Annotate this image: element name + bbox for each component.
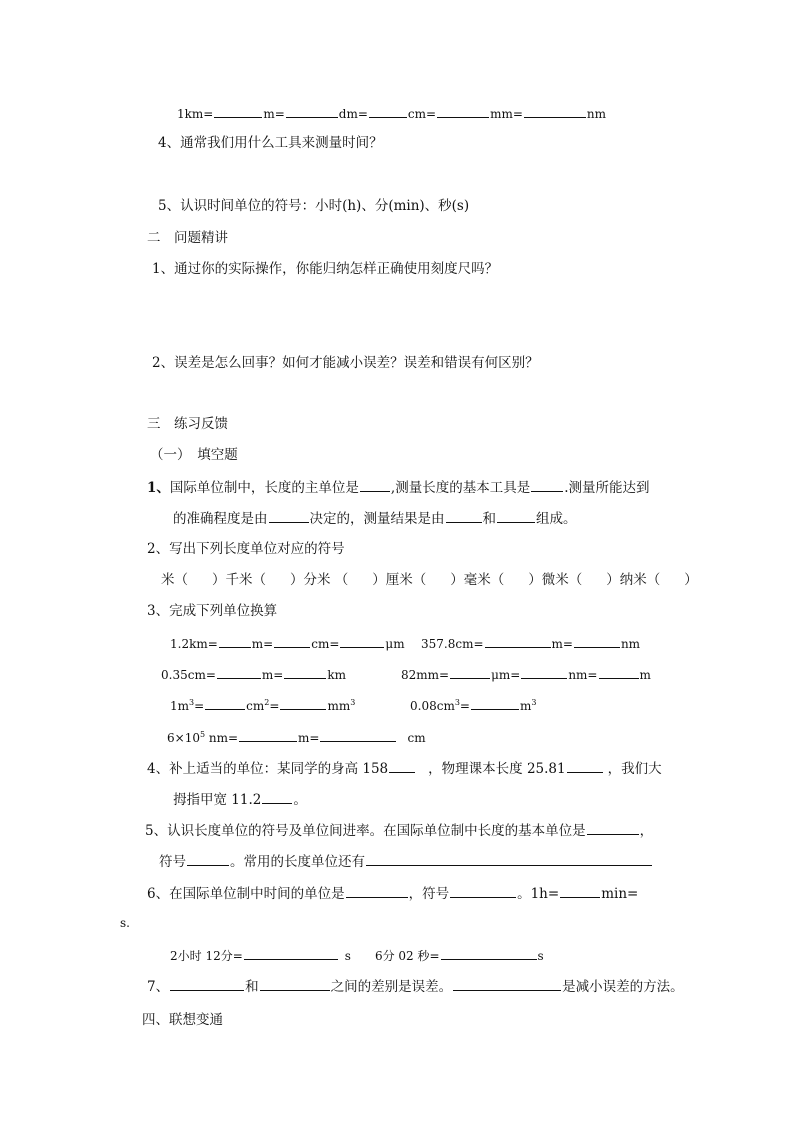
subsection-heading-fill-blank: （一） 填空题 [150, 447, 238, 463]
answer-blank[interactable] [284, 665, 326, 679]
answer-blank[interactable] [214, 104, 262, 118]
exercise-7-text: 是减小误差的方法。 [562, 979, 684, 995]
answer-blank[interactable] [346, 884, 408, 898]
answer-blank[interactable] [205, 696, 245, 710]
exercise-2-units-row [161, 571, 698, 589]
answer-blank[interactable] [599, 665, 639, 679]
answer-blank[interactable] [244, 946, 338, 960]
unit-slot: 米（ [161, 572, 188, 588]
conversion-text: m= [551, 637, 573, 651]
exercise-5-text: ， [639, 823, 654, 839]
answer-blank[interactable] [170, 977, 244, 991]
exponent: 3 [531, 698, 537, 707]
exercise-6-text: 。1h= [517, 886, 560, 902]
exponent: 3 [454, 698, 460, 707]
conv-label-m: m= [263, 107, 285, 121]
answer-blank[interactable] [187, 852, 229, 866]
unit-slot: ）千米（ [212, 572, 266, 588]
answer-blank[interactable] [446, 509, 482, 523]
exercise-5-text: 。常用的长度单位还有 [230, 854, 365, 870]
unit-slot: ） [684, 572, 698, 588]
conv-label-cm: cm= [407, 107, 437, 121]
answer-blank[interactable] [366, 852, 652, 866]
conversion-text: m [639, 668, 651, 682]
conv-label-km: 1km= [177, 107, 214, 121]
section-heading-extension: 四、联想变通 [142, 1012, 223, 1028]
exercise-1-text: 决定的，测量结果是由 [309, 511, 445, 527]
exercise-7-text: 和 [245, 979, 259, 995]
conversion-text: m= [261, 668, 284, 682]
exercise-6-line-2 [170, 946, 544, 965]
answer-blank[interactable] [280, 696, 326, 710]
exercise-6-wrap: s. [120, 916, 130, 930]
exercise-5-text: 符号 [159, 854, 186, 870]
conversion-text: = [194, 699, 205, 713]
exponent: 3 [350, 698, 356, 707]
conv-label-dm: dm= [338, 107, 368, 121]
conversion-text: cm [407, 731, 426, 745]
conversion-text: m [519, 699, 532, 713]
conversion-357-8cm [421, 634, 640, 653]
exercise-6-text: 6分 02 秒= [374, 949, 440, 963]
exercise-4-text: 4、补上适当的单位：某同学的身高 158 [147, 761, 389, 777]
discussion-question-1: 1、通过你的实际操作，你能归纳怎样正确使用刻度尺吗？ [152, 261, 499, 277]
conversion-text: m= [251, 637, 274, 651]
unit-slot: ）分米 （ [290, 572, 349, 588]
exercise-7-text: 之间的差别是误差。 [330, 979, 453, 995]
section-heading-discussion: 二 问题精讲 [147, 230, 228, 246]
answer-blank[interactable] [369, 104, 407, 118]
answer-blank[interactable] [274, 634, 310, 648]
conv-label-mm: mm= [490, 107, 523, 121]
exercise-3-prompt: 3、完成下列单位换算 [147, 603, 278, 619]
discussion-question-2: 2、误差是怎么回事？如何才能减小误差？误差和错误有何区别？ [152, 355, 539, 371]
answer-blank[interactable] [521, 665, 567, 679]
conversion-text: = [269, 699, 280, 713]
exercise-4-line-2 [173, 790, 307, 809]
answer-blank[interactable] [239, 728, 297, 742]
unit-slot: ）纳米（ [606, 572, 661, 588]
answer-blank[interactable] [485, 634, 551, 648]
conversion-0-08cm [410, 696, 536, 715]
answer-blank[interactable] [567, 759, 603, 773]
exponent: 3 [189, 698, 195, 707]
conversion-1-2km [170, 634, 405, 653]
unit-slot: ）毫米（ [450, 572, 505, 588]
answer-blank[interactable] [320, 728, 396, 742]
answer-blank[interactable] [340, 634, 384, 648]
answer-blank[interactable] [219, 634, 251, 648]
exercise-6-text: s [344, 949, 351, 963]
conversion-text: mm [327, 699, 351, 713]
exercise-5-text: 5、认识长度单位的符号及单位间进率。在国际单位制中长度的基本单位是 [145, 823, 586, 839]
answer-blank[interactable] [453, 977, 561, 991]
conversion-0-35cm [161, 665, 346, 684]
exercise-7-number: 7、 [147, 979, 170, 995]
conversion-text: μm= [491, 668, 521, 682]
answer-blank[interactable] [587, 821, 639, 835]
conversion-text: m= [298, 731, 320, 745]
conversion-text: 1m [170, 699, 190, 713]
exercise-5-line-1 [145, 821, 653, 840]
exercise-6-line-1 [147, 884, 638, 903]
exercise-4-text: ，物理课本长度 25.81 [428, 761, 566, 777]
answer-blank[interactable] [260, 977, 330, 991]
answer-blank[interactable] [450, 884, 516, 898]
conversion-text: 0.08cm [410, 699, 455, 713]
exercise-6-text: 2小时 12分= [170, 949, 243, 963]
exponent: 2 [264, 698, 270, 707]
exercise-4-line-1 [147, 759, 662, 778]
answer-blank[interactable] [450, 665, 490, 679]
conversion-text: μm [385, 637, 405, 651]
answer-blank[interactable] [574, 634, 620, 648]
exercise-5-line-2 [159, 852, 653, 871]
prep-question-4: 4、通常我们用什么工具来测量时间？ [158, 135, 383, 151]
prep-question-5: 5、认识时间单位的符号：小时(h)、分(min)、秒(s) [158, 198, 470, 214]
conversion-text: = [459, 699, 470, 713]
conversion-text: cm= [311, 637, 340, 651]
answer-blank[interactable] [497, 509, 535, 523]
exercise-1-line-2 [173, 509, 577, 528]
conversion-text: cm [246, 699, 265, 713]
conversion-text: km [327, 668, 346, 682]
unit-slot: ）微米（ [528, 572, 583, 588]
exercise-1-text: 组成。 [536, 511, 577, 527]
exercise-6-text: min= [601, 886, 639, 902]
conversion-1m3 [170, 696, 355, 715]
exercise-1-number: 1、 [147, 480, 170, 496]
exercise-6-text: ，符号 [408, 886, 450, 902]
exercise-4-text: 。 [293, 792, 307, 808]
answer-blank[interactable] [524, 104, 586, 118]
conversion-text: 1.2km= [170, 637, 218, 651]
conversion-text: 0.35cm= [161, 668, 216, 682]
length-conversion-row [177, 104, 606, 123]
answer-blank[interactable] [269, 509, 309, 523]
conversion-6e5-nm [167, 728, 426, 747]
answer-blank[interactable] [531, 478, 563, 492]
conv-label-nm: nm [586, 107, 606, 121]
exercise-1-text: ,测量长度的基本工具是 [390, 480, 531, 496]
exercise-6-text: s [537, 949, 544, 963]
exercise-1-line-1 [147, 478, 650, 497]
section-heading-practice: 三 练习反馈 [147, 416, 228, 432]
exercise-1-text: 和 [482, 511, 496, 527]
answer-blank[interactable] [286, 104, 338, 118]
answer-blank[interactable] [217, 665, 261, 679]
unit-slot: ）厘米（ [372, 572, 427, 588]
exercise-4-text: ，我们大 [607, 761, 662, 777]
exercise-2-prompt: 2、写出下列长度单位对应的符号 [147, 541, 345, 557]
answer-blank[interactable] [560, 884, 600, 898]
conversion-text: nm= [568, 668, 598, 682]
exercise-1-text: 的准确程度是由 [173, 511, 268, 527]
exercise-1-text: 国际单位制中，长度的主单位是 [169, 480, 359, 496]
conversion-text: 6×10 [167, 731, 200, 745]
conversion-82mm [401, 665, 651, 684]
conversion-text: 357.8cm= [421, 637, 484, 651]
answer-blank[interactable] [437, 104, 489, 118]
exercise-6-text: 6、在国际单位制中时间的单位是 [147, 886, 345, 902]
answer-blank[interactable] [262, 790, 292, 804]
exercise-1-text: .测量所能达到 [564, 480, 650, 496]
conversion-text: nm= [205, 731, 239, 745]
answer-blank[interactable] [441, 946, 537, 960]
exercise-4-text: 拇指甲宽 11.2 [173, 792, 262, 808]
exponent: 5 [199, 730, 206, 739]
answer-blank[interactable] [471, 696, 519, 710]
conversion-text: 82mm= [401, 668, 450, 682]
answer-blank[interactable] [360, 478, 390, 492]
answer-blank[interactable] [389, 759, 415, 773]
exercise-7 [147, 977, 684, 996]
conversion-text: nm [620, 637, 641, 651]
